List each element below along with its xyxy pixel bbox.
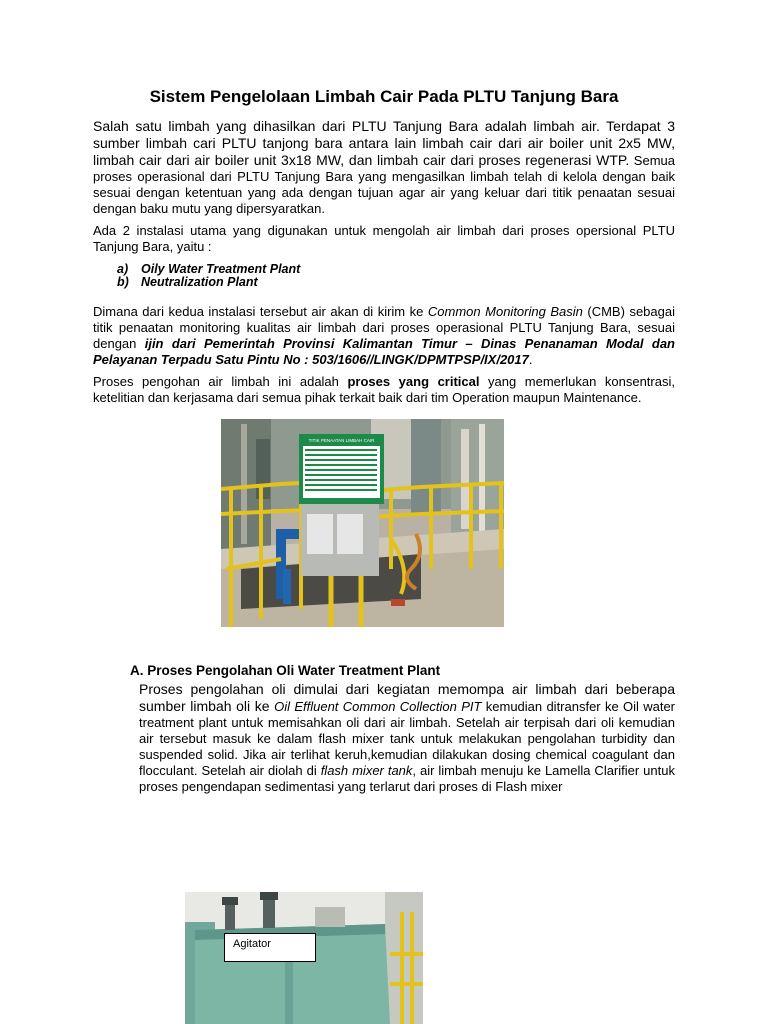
section-a-title: A. Proses Pengolahan Oli Water Treatment Plant [130, 663, 441, 678]
section-a-text-3: , air limbah menuju ke Lamella Clarifier untuk proses pengendapan sedimentasi yang terlarut dari proses di Flash mixer [139, 763, 675, 794]
critical-text-1: Proses pengohan air limbah ini adalah [93, 374, 348, 389]
list-item-text: Neutralization Plant [141, 275, 258, 289]
section-a-term-1: Oil Effluent Common Collection PIT [274, 699, 482, 714]
critical-process-paragraph [93, 374, 675, 406]
intro-paragraph [93, 118, 675, 217]
intro-rest-text: Semua proses operasional dari PLTU Tanjung Bara yang mengasilkan limbah telah di kelola dengan baik sesuai dengan ketentuan yang ada dengan tujuan agar air yang keluar dari titik penaatan sesuai dengan baku mutu yang dipersyaratkan. [93, 153, 675, 216]
sign-title-text: TITIK PENAATAN LIMBAH CAIR [308, 438, 375, 443]
cmb-text-2: (CMB) sebagai titik penaatan monitoring kualitas air limbah dari proses operasional PLTU Tanjung Bara, sesuai dengan [93, 304, 675, 351]
installations-paragraph: Ada 2 instalasi utama yang digunakan untuk mengolah air limbah dari proses opersional PLTU Tanjung Bara, yaitu : [93, 223, 675, 254]
critical-emphasis: proses yang critical [347, 374, 480, 389]
cmb-paragraph [93, 304, 675, 368]
cmb-text-1: Dimana dari kedua instalasi tersebut air akan di kirim ke [93, 304, 428, 319]
agitator-callout [224, 933, 316, 962]
permit-reference: ijin dari Pemerintah Provinsi Kalimantan Timur – Dinas Penanaman Modal dan Pelayanan Terpadu Satu Pintu No : 503/1606//LINGK/DPMTPSP/IX/2017 [93, 336, 675, 367]
list-item-label: a) [117, 262, 129, 276]
critical-text-2: yang memerlukan konsentrasi, ketelitian dan kerjasama dari semua pihak terkait baik dari tim Operation maupun Maintenance. [93, 374, 675, 405]
list-item-text: Oily Water Treatment Plant [141, 262, 301, 276]
section-a-paragraph [139, 681, 675, 795]
agitator-label: Agitator [233, 938, 271, 950]
section-a-term-2: flash mixer tank [320, 763, 413, 778]
monitoring-basin-photo [221, 419, 504, 627]
list-item-label: b) [117, 275, 129, 289]
installation-list [117, 263, 300, 289]
cmb-term: Common Monitoring Basin [427, 304, 583, 319]
section-a-lead: Proses pengolahan oli dimulai dari kegiatan memompa air limbah dari beberapa sumber limbah oli ke [139, 681, 675, 714]
page-title: Sistem Pengelolaan Limbah Cair Pada PLTU Tanjung Bara [149, 87, 619, 106]
list-item [117, 276, 300, 289]
intro-lead-text: Salah satu limbah yang dihasilkan dari PLTU Tanjung Bara adalah limbah air. Terdapat 3 sumber limbah cari PLTU tanjong bara antara lain limbah cair dari air boiler unit 2x5 MW, limbah cair dari air boiler unit 3x18 MW, dan limbah cair dari proses regenerasi WTP. [93, 118, 675, 168]
section-a-text-2: kemudian ditransfer ke Oil water treatment plant untuk memisahkan oli dari air limbah. Setelah air terpisah dari oli kemudian air tersebut masuk ke dalam flash mixer tank untuk melakukan pengolahan turbidity dan suspended solid. Jika air terlihat keruh,kemudian dilakukan dosing chemical coagulant dan flocculant. Setelah air diolah di [139, 699, 676, 778]
cmb-text-end: . [528, 352, 533, 367]
